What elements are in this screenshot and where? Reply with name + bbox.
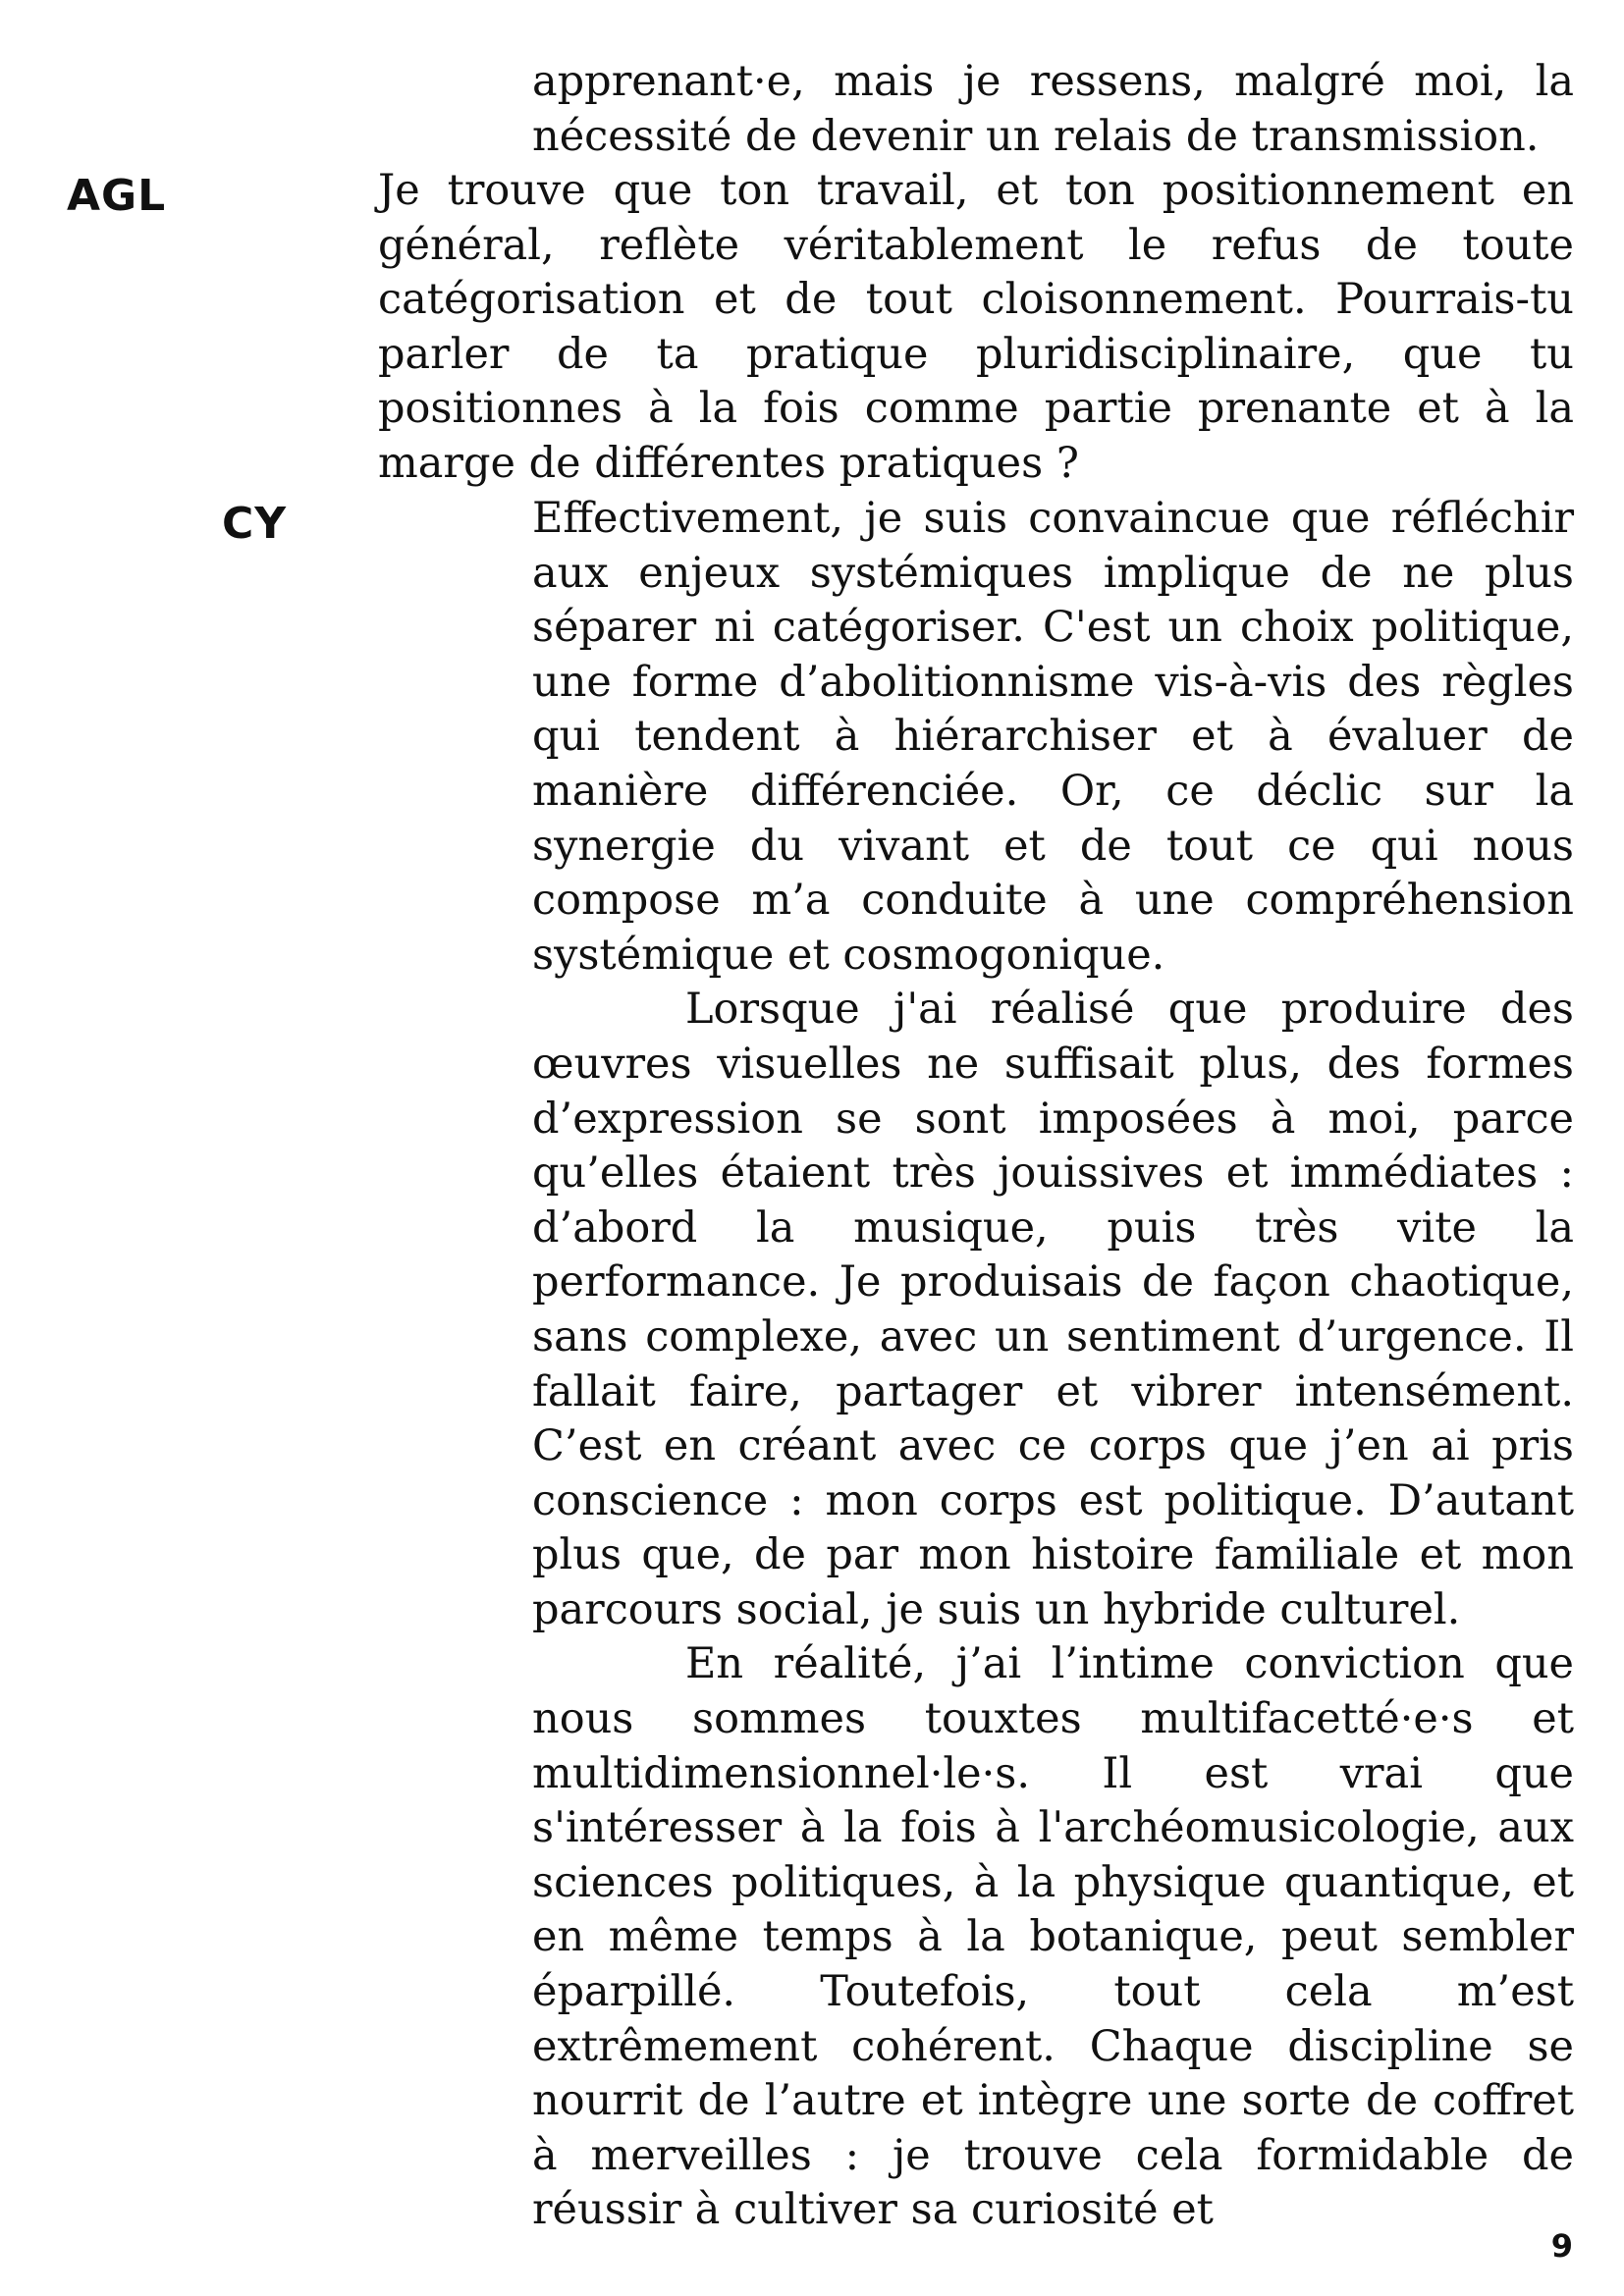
page-number: 9: [1550, 2227, 1573, 2265]
cy-answer-block: [532, 492, 1574, 2238]
cy-paragraph-2: Lorsque j'ai réalisé que produire des œuvres visuelles ne suffisait plus, des formes d’expression se sont imposées à moi, parce qu’elles étaient très jouissives et immédiates : d’abord la musique, puis très vite la performance. Je produisais de façon chaotique, sans complexe, avec un sentiment d’urgence. Il fallait faire, partager et vibrer intensément. C’est en créant avec ce corps que j’en ai pris conscience : mon corps est politique. D’autant plus que, de par mon histoire familiale et mon parcours social, je suis un hybride culturel.: [532, 985, 1574, 1634]
continuation-paragraph: apprenant·e, mais je ressens, malgré moi, la nécessité de devenir un relais de transmission.: [532, 57, 1574, 161]
speaker-label-agl: AGL: [67, 171, 167, 221]
cy-paragraph-3: En réalité, j’ai l’intime conviction que nous sommes touxtes multifacetté·e·s et multidimensionnel·le·s. Il est vrai que s'intéresser à la fois à l'archéomusicologie, aux sciences politiques, à la physique quantique, et en même temps à la botanique, peut sembler éparpillé. Toutefois, tout cela m’est extrêmement cohérent. Chaque discipline se nourrit de l’autre et intègre une sorte de coffret à merveilles : je trouve cela formidable de réussir à cultiver sa curiosité et: [532, 1639, 1574, 2235]
speaker-label-cy: CY: [222, 499, 288, 549]
agl-question-paragraph: Je trouve que ton travail, et ton positionnement en général, reflète véritablement le refus de toute catégorisation et de tout cloisonnement. Pourrais-tu parler de ta pratique pluridisciplinaire, que tu positionnes à la fois comme partie prenante et à la marge de différentes pratiques ?: [378, 166, 1574, 488]
cy-paragraph-1: Effectivement, je suis convaincue que réfléchir aux enjeux systémiques implique de ne plus séparer ni catégoriser. C'est un choix politique, une forme d’abolitionnisme vis-à-vis des règles qui tendent à hiérarchiser et à évaluer de manière différenciée. Or, ce déclic sur la synergie du vivant et de tout ce qui nous compose m’a conduite à une compréhension systémique et cosmogonique.: [532, 494, 1574, 980]
